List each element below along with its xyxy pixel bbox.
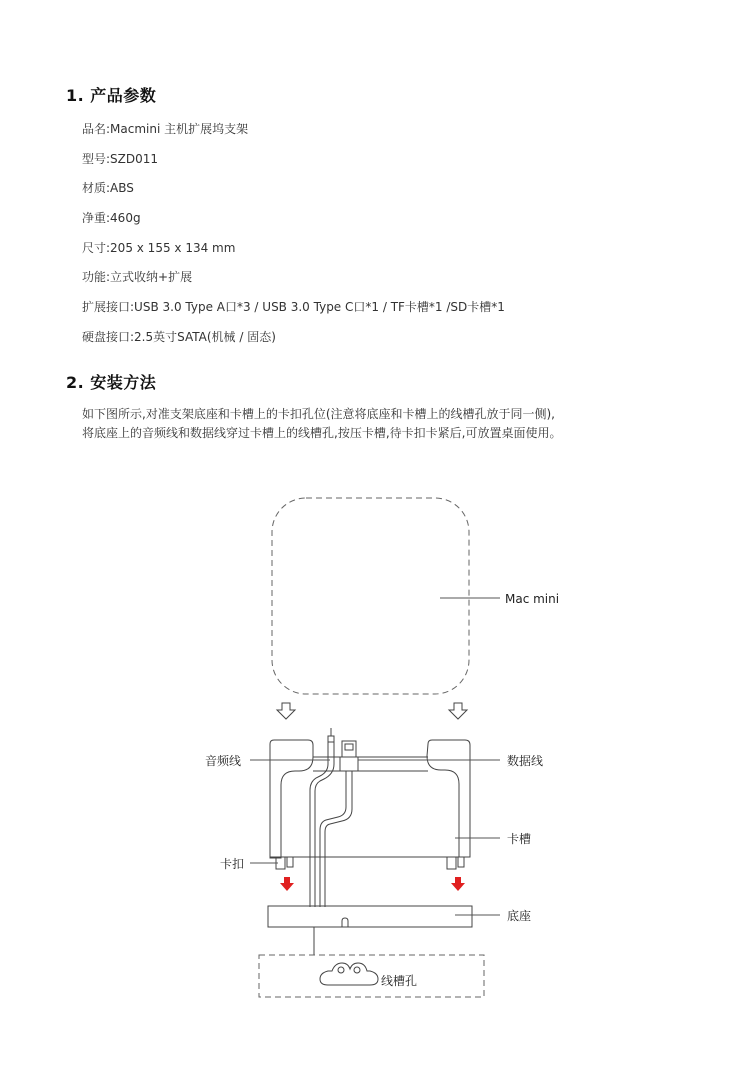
spec-name: 品名:Macmini 主机扩展坞支架 [82, 122, 249, 136]
slot-bracket [270, 740, 470, 869]
press-arrow-icon [280, 877, 294, 891]
spec-material: 材质:ABS [82, 181, 134, 195]
down-arrow-icon [277, 703, 295, 719]
section-1-title: 1. 产品参数 [66, 86, 157, 105]
install-line-1: 如下图所示,对准支架底座和卡槽上的卡扣孔位(注意将底座和卡槽上的线槽孔放于同一侧), [82, 407, 555, 421]
clip-label: 卡扣 [220, 857, 245, 871]
spec-drive: 硬盘接口:2.5英寸SATA(机械 / 固态) [82, 330, 276, 344]
spec-size: 尺寸:205 x 155 x 134 mm [82, 241, 236, 255]
spec-model: 型号:SZD011 [82, 152, 159, 166]
press-arrow-icon [451, 877, 465, 891]
install-line-2: 将底座上的音频线和数据线穿过卡槽上的线槽孔,按压卡槽,待卡扣卡紧后,可放置桌面使用。 [82, 426, 562, 440]
down-arrow-icon [449, 703, 467, 719]
mac-mini-outline [272, 498, 469, 694]
base-label: 底座 [507, 909, 532, 923]
audio-cable [310, 728, 334, 907]
mac-mini-label: Mac mini [505, 592, 560, 606]
section-2-title: 2. 安装方法 [66, 373, 157, 392]
cable-hole-detail-box [259, 955, 484, 997]
cable-hole-label: 线槽孔 [381, 974, 418, 988]
base [268, 906, 472, 927]
spec-weight: 净重:460g [82, 211, 141, 225]
audio-cable-label: 音频线 [205, 754, 242, 768]
data-cable-label: 数据线 [507, 754, 544, 768]
cable-hole-icon [320, 963, 378, 985]
spec-ports: 扩展接口:USB 3.0 Type A口*3 / USB 3.0 Type C口*1 / TF卡槽*1 /SD卡槽*1 [82, 300, 505, 314]
data-cable [320, 741, 358, 907]
slot-label: 卡槽 [507, 832, 532, 846]
spec-function: 功能:立式收纳+扩展 [82, 270, 193, 284]
